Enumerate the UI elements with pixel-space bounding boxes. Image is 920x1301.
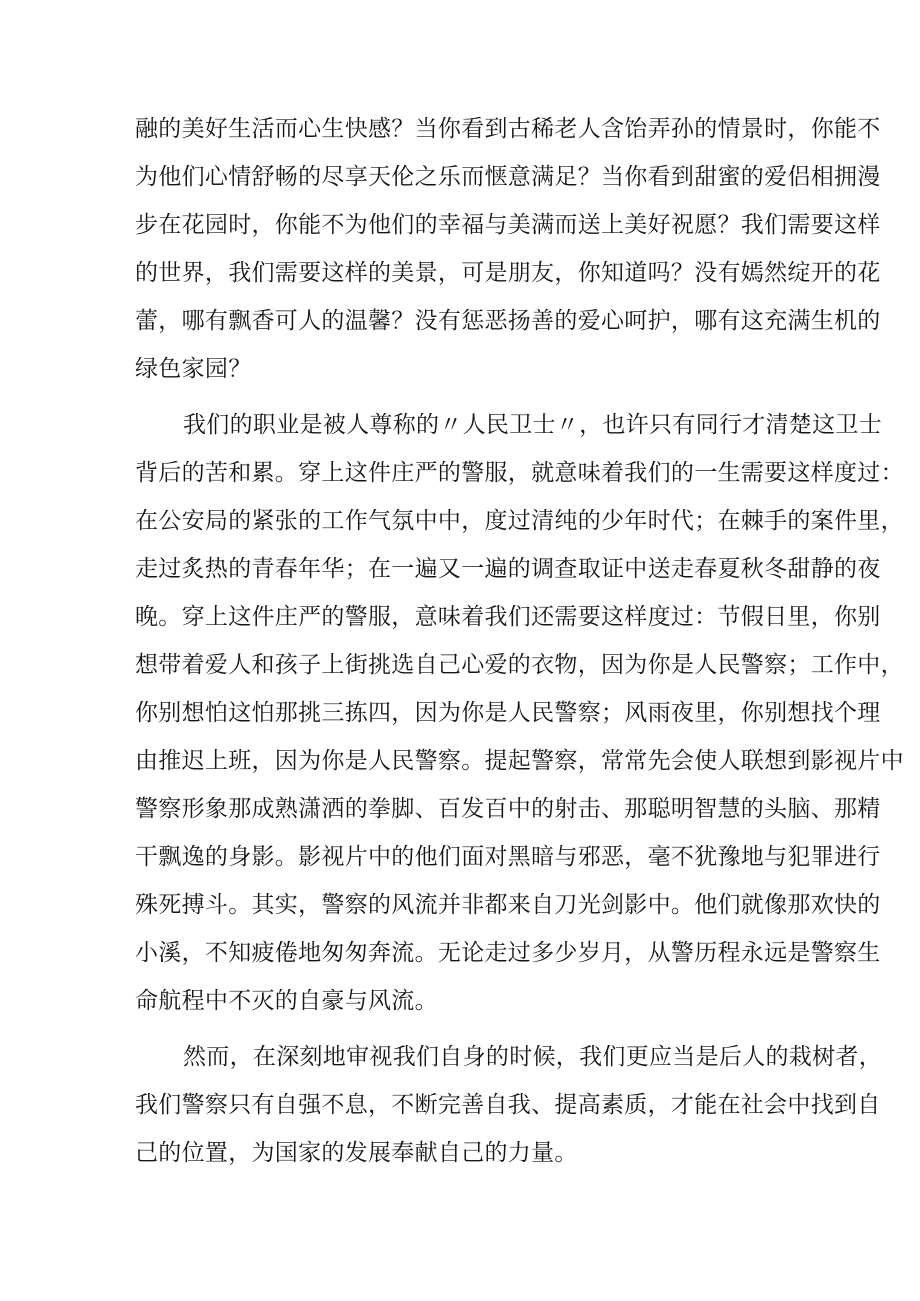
text-line: 己的位置，为国家的发展奉献自己的力量。 (135, 1140, 578, 1166)
paragraph-first-line: 然而，在深刻地审视我们自身的时候，我们更应当是后人的栽树者， (183, 1044, 882, 1070)
text-line: 殊死搏斗。其实，警察的风流并非都来自刀光剑影中。他们就像那欢快的 (135, 892, 881, 918)
text-line: 由推迟上班，因为你是人民警察。提起警察，常常先会使人联想到影视片中 (135, 748, 904, 774)
text-line: 命航程中不灭的自豪与风流。 (135, 988, 438, 1014)
text-line: 小溪，不知疲倦地匆匆奔流。无论走过多少岁月，从警历程永远是警察生 (135, 940, 881, 966)
text-line: 的世界，我们需要这样的美景，可是朋友，你知道吗？没有嫣然绽开的花 (135, 260, 881, 286)
text-line: 在公安局的紧张的工作气氛中中，度过清纯的少年时代；在棘手的案件里， (135, 508, 904, 534)
text-line: 为他们心情舒畅的尽享天伦之乐而惬意满足？当你看到甜蜜的爱侣相拥漫 (135, 164, 881, 190)
text-line: 步在花园时，你能不为他们的幸福与美满而送上美好祝愿？我们需要这样 (135, 212, 881, 238)
text-line: 融的美好生活而心生快感？当你看到古稀老人含饴弄孙的情景时，你能不 (135, 116, 881, 142)
text-line: 背后的苦和累。穿上这件庄严的警服，就意味着我们的一生需要这样度过： (135, 460, 904, 486)
text-line: 晚。穿上这件庄严的警服，意味着我们还需要这样度过：节假日里，你别 (135, 604, 881, 630)
text-line: 想带着爱人和孩子上街挑选自己心爱的衣物，因为你是人民警察；工作中， (135, 652, 904, 678)
text-line: 你别想怕这怕那挑三拣四，因为你是人民警察；风雨夜里，你别想找个理 (135, 700, 881, 726)
text-line: 蕾，哪有飘香可人的温馨？没有惩恶扬善的爱心呵护，哪有这充满生机的 (135, 308, 881, 334)
text-line: 警察形象那成熟潇洒的拳脚、百发百中的射击、那聪明智慧的头脑、那精 (135, 796, 881, 822)
text-line: 走过炙热的青春年华；在一遍又一遍的调查取证中送走春夏秋冬甜静的夜 (135, 556, 881, 582)
paragraph-first-line: 我们的职业是被人尊称的〃人民卫士〃，也许只有同行才清楚这卫士 (183, 412, 882, 438)
text-line: 我们警察只有自强不息，不断完善自我、提高素质，才能在社会中找到自 (135, 1092, 881, 1118)
text-line: 绿色家园？ (135, 356, 252, 382)
text-line: 干飘逸的身影。影视片中的他们面对黑暗与邪恶，毫不犹豫地与犯罪进行 (135, 844, 881, 870)
